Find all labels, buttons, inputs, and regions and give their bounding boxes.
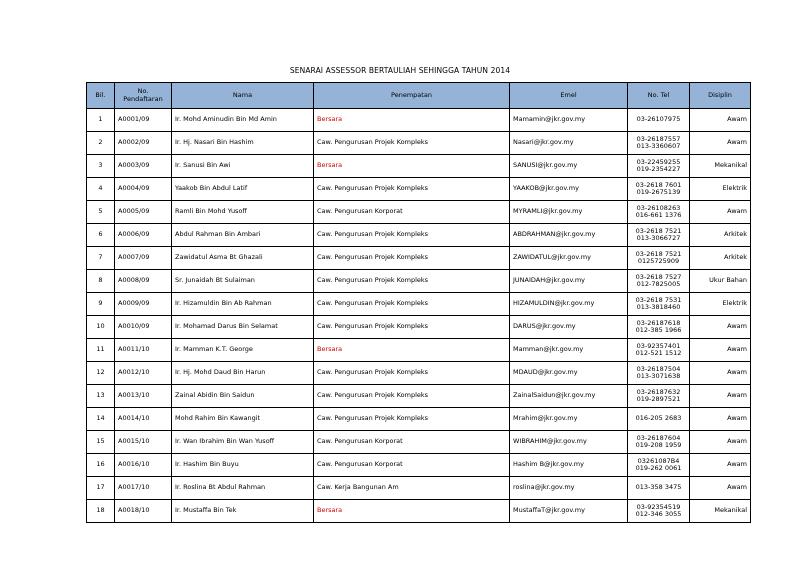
cell-nama: Ir. Mustaffa Bin Tek: [172, 500, 314, 523]
phone-number: 03-26187618: [636, 318, 681, 327]
cell-penempatan: Caw. Pengurusan Projek Kompleks: [314, 385, 510, 408]
cell-nama: Abdul Rahman Bin Ambari: [172, 224, 314, 247]
phone-number: 03-26107975: [636, 115, 681, 124]
phone-number: 012-521 1512: [635, 349, 682, 357]
cell-bil: 15: [87, 431, 115, 454]
phone-number: 019-262 0061: [635, 464, 682, 472]
phone-number: 013-3071638: [636, 372, 681, 380]
table-row: [87, 178, 751, 201]
cell-emel: Mamman@jkr.gov.my: [510, 339, 628, 362]
cell-disiplin: Arkitek: [690, 247, 751, 270]
cell-no-tel: [628, 362, 690, 385]
cell-disiplin: Awam: [690, 201, 751, 224]
phone-number: 03-22459255: [636, 157, 681, 166]
cell-bil: 6: [87, 224, 115, 247]
cell-nama: Ir. Mohamad Darus Bin Selamat: [172, 316, 314, 339]
phone-number: 012-346 3055: [635, 510, 682, 518]
cell-penempatan: Caw. Pengurusan Projek Kompleks: [314, 224, 510, 247]
phone-number: 019-208 1959: [635, 441, 682, 449]
cell-no-tel: [628, 454, 690, 477]
table-row: [87, 408, 751, 431]
cell-bil: 5: [87, 201, 115, 224]
cell-emel: HIZAMULDIN@jkr.gov.my: [510, 293, 628, 316]
cell-emel: WIBRAHIM@jkr.gov.my: [510, 431, 628, 454]
cell-emel: JUNAIDAH@jkr.gov.my: [510, 270, 628, 293]
cell-emel: SANUSI@jkr.gov.my: [510, 155, 628, 178]
cell-emel: Mamamin@jkr.gov.my: [510, 109, 628, 132]
cell-no-pendaftaran: A0003/09: [115, 155, 172, 178]
cell-penempatan: Caw. Pengurusan Korporat: [314, 201, 510, 224]
col-header-emel: Emel: [510, 83, 628, 109]
phone-number: 03-26187504: [636, 364, 681, 373]
cell-disiplin: Awam: [690, 431, 751, 454]
phone-number: 03-26187604: [636, 433, 681, 442]
cell-disiplin: Awam: [690, 477, 751, 500]
cell-penempatan: Caw. Pengurusan Projek Kompleks: [314, 408, 510, 431]
cell-penempatan: Caw. Kerja Bangunan Am: [314, 477, 510, 500]
assessor-table: [86, 82, 751, 523]
cell-disiplin: Awam: [690, 316, 751, 339]
cell-no-pendaftaran: A0005/09: [115, 201, 172, 224]
cell-no-tel: [628, 408, 690, 431]
cell-emel: MYRAMLI@jkr.gov.my: [510, 201, 628, 224]
phone-number: 013-358 3475: [635, 483, 682, 492]
cell-nama: Ir. Mamman K.T. George: [172, 339, 314, 362]
cell-nama: Ir. Wan Ibrahim Bin Wan Yusoff: [172, 431, 314, 454]
cell-nama: Yaakob Bin Abdul Latif: [172, 178, 314, 201]
cell-nama: Ir. Mohd Aminudin Bin Md Amin: [172, 109, 314, 132]
table-body: [87, 109, 751, 523]
cell-no-tel: [628, 109, 690, 132]
cell-no-tel: [628, 132, 690, 155]
cell-no-tel: [628, 201, 690, 224]
cell-penempatan: Caw. Pengurusan Projek Kompleks: [314, 293, 510, 316]
cell-no-tel: [628, 385, 690, 408]
cell-nama: Ir. Hj. Mohd Daud Bin Harun: [172, 362, 314, 385]
table-row: [87, 155, 751, 178]
cell-bil: 18: [87, 500, 115, 523]
table-row: [87, 339, 751, 362]
cell-nama: Ir. Sanusi Bin Awi: [172, 155, 314, 178]
table-row: [87, 293, 751, 316]
col-header-nama: Nama: [172, 83, 314, 109]
cell-bil: 4: [87, 178, 115, 201]
phone-number: 019-2675139: [636, 188, 681, 196]
table-row: [87, 224, 751, 247]
cell-disiplin: Ukur Bahan: [690, 270, 751, 293]
table-row: [87, 247, 751, 270]
cell-emel: ZainalSaidun@jkr.gov.my: [510, 385, 628, 408]
cell-bil: 10: [87, 316, 115, 339]
phone-number: 013-3818460: [636, 303, 681, 311]
cell-no-pendaftaran: A0004/09: [115, 178, 172, 201]
cell-no-pendaftaran: A0011/10: [115, 339, 172, 362]
cell-no-tel: [628, 178, 690, 201]
phone-number: 03-2618 7521: [635, 249, 682, 258]
cell-penempatan: Caw. Pengurusan Projek Kompleks: [314, 247, 510, 270]
cell-bil: 2: [87, 132, 115, 155]
table-row: [87, 500, 751, 523]
cell-disiplin: Elektrik: [690, 178, 751, 201]
cell-emel: MustaffaT@jkr.gov.my: [510, 500, 628, 523]
phone-number: 016-661 1376: [635, 211, 682, 219]
cell-disiplin: Awam: [690, 362, 751, 385]
table-row: [87, 454, 751, 477]
cell-penempatan: Caw. Pengurusan Projek Kompleks: [314, 132, 510, 155]
cell-no-pendaftaran: A0001/09: [115, 109, 172, 132]
cell-bil: 8: [87, 270, 115, 293]
table-row: [87, 109, 751, 132]
cell-penempatan: Bersara: [314, 109, 510, 132]
cell-bil: 12: [87, 362, 115, 385]
phone-number: 016-205 2683: [635, 414, 682, 423]
phone-number: 03-2618 7521: [635, 226, 682, 235]
cell-emel: Hashim B@jkr.gov.my: [510, 454, 628, 477]
phone-number: 019-2354227: [636, 165, 681, 173]
cell-no-pendaftaran: A0002/09: [115, 132, 172, 155]
cell-nama: Ir. Roslina Bt Abdul Rahman: [172, 477, 314, 500]
cell-bil: 14: [87, 408, 115, 431]
cell-no-pendaftaran: A0009/09: [115, 293, 172, 316]
cell-no-tel: [628, 316, 690, 339]
cell-bil: 11: [87, 339, 115, 362]
cell-emel: MDAUD@jkr.gov.my: [510, 362, 628, 385]
header-row: [87, 83, 751, 109]
cell-no-tel: [628, 477, 690, 500]
phone-number: 013-3066727: [636, 234, 681, 242]
cell-bil: 3: [87, 155, 115, 178]
col-header-no-tel: No. Tel: [628, 83, 690, 109]
cell-no-tel: [628, 339, 690, 362]
cell-emel: DARUS@jkr.gov.my: [510, 316, 628, 339]
cell-bil: 16: [87, 454, 115, 477]
table-row: [87, 201, 751, 224]
cell-bil: 17: [87, 477, 115, 500]
cell-nama: Ir. Hashim Bin Buyu: [172, 454, 314, 477]
cell-no-tel: [628, 293, 690, 316]
cell-emel: ABDRAHMAN@jkr.gov.my: [510, 224, 628, 247]
cell-bil: 1: [87, 109, 115, 132]
col-header-disiplin: Disiplin: [690, 83, 751, 109]
cell-penempatan: Caw. Pengurusan Projek Kompleks: [314, 316, 510, 339]
cell-no-pendaftaran: A0016/10: [115, 454, 172, 477]
table-row: [87, 477, 751, 500]
cell-penempatan: Caw. Pengurusan Projek Kompleks: [314, 362, 510, 385]
cell-emel: roslina@jkr.gov.my: [510, 477, 628, 500]
cell-emel: Nasari@jkr.gov.my: [510, 132, 628, 155]
cell-penempatan: Caw. Pengurusan Korporat: [314, 454, 510, 477]
phone-number: 03-92354519: [636, 502, 681, 511]
table-row: [87, 316, 751, 339]
cell-disiplin: Awam: [690, 339, 751, 362]
phone-number: 03261087B4: [637, 456, 680, 465]
cell-nama: Sr. Junaidah Bt Sulaiman: [172, 270, 314, 293]
cell-no-tel: [628, 155, 690, 178]
cell-nama: Ir. Hizamuldin Bin Ab Rahman: [172, 293, 314, 316]
cell-no-tel: [628, 247, 690, 270]
cell-disiplin: Awam: [690, 132, 751, 155]
cell-disiplin: Awam: [690, 385, 751, 408]
cell-no-pendaftaran: A0017/10: [115, 477, 172, 500]
cell-disiplin: Awam: [690, 454, 751, 477]
cell-penempatan: Caw. Pengurusan Projek Kompleks: [314, 270, 510, 293]
col-header-bil: Bil.: [87, 83, 115, 109]
cell-no-pendaftaran: A0013/10: [115, 385, 172, 408]
cell-emel: Mrahim@jkr.gov.my: [510, 408, 628, 431]
cell-no-pendaftaran: A0015/10: [115, 431, 172, 454]
cell-no-tel: [628, 270, 690, 293]
cell-bil: 13: [87, 385, 115, 408]
col-header-penempatan: Penempatan: [314, 83, 510, 109]
phone-number: 012-385 1966: [635, 326, 682, 334]
cell-disiplin: Mekanikal: [690, 155, 751, 178]
cell-disiplin: Arkitek: [690, 224, 751, 247]
cell-penempatan: Bersara: [314, 500, 510, 523]
col-header-no-pendaftaran: No. Pendaftaran: [115, 83, 172, 109]
cell-nama: Mohd Rahim Bin Kawangit: [172, 408, 314, 431]
phone-number: 03-26187632: [636, 387, 681, 396]
cell-penempatan: Bersara: [314, 155, 510, 178]
cell-penempatan: Bersara: [314, 339, 510, 362]
cell-bil: 9: [87, 293, 115, 316]
cell-bil: 7: [87, 247, 115, 270]
cell-emel: ZAWIDATUL@jkr.gov.my: [510, 247, 628, 270]
cell-no-tel: [628, 224, 690, 247]
phone-number: 03-26187557: [636, 134, 681, 143]
phone-number: 03-92357401: [636, 341, 681, 350]
cell-nama: Ir. Hj. Nasari Bin Hashim: [172, 132, 314, 155]
phone-number: 03-2618 7527: [635, 272, 682, 281]
table-row: [87, 362, 751, 385]
cell-disiplin: Mekanikal: [690, 500, 751, 523]
phone-number: 03-2618 7531: [635, 295, 682, 304]
cell-nama: Zainal Abidin Bin Saidun: [172, 385, 314, 408]
cell-no-pendaftaran: A0010/09: [115, 316, 172, 339]
cell-emel: YAAKOB@jkr.gov.my: [510, 178, 628, 201]
phone-number: 019-2897521: [636, 395, 681, 403]
table-row: [87, 270, 751, 293]
cell-no-tel: [628, 500, 690, 523]
cell-no-pendaftaran: A0006/09: [115, 224, 172, 247]
cell-no-pendaftaran: A0008/09: [115, 270, 172, 293]
phone-number: 013-3360607: [636, 142, 681, 150]
cell-no-pendaftaran: A0014/10: [115, 408, 172, 431]
cell-no-pendaftaran: A0018/10: [115, 500, 172, 523]
cell-disiplin: Awam: [690, 408, 751, 431]
phone-number: 03-26108263: [636, 203, 681, 212]
cell-nama: Ramli Bin Mohd Yusoff: [172, 201, 314, 224]
table-row: [87, 132, 751, 155]
cell-no-tel: [628, 431, 690, 454]
cell-penempatan: Caw. Pengurusan Korporat: [314, 431, 510, 454]
document-title: SENARAI ASSESSOR BERTAULIAH SEHINGGA TAHUN 2014: [289, 66, 511, 75]
table-row: [87, 431, 751, 454]
cell-penempatan: Caw. Pengurusan Projek Kompleks: [314, 178, 510, 201]
cell-disiplin: Awam: [690, 109, 751, 132]
table-row: [87, 385, 751, 408]
cell-no-pendaftaran: A0007/09: [115, 247, 172, 270]
phone-number: 012-7825005: [636, 280, 681, 288]
cell-nama: Zawidatul Asma Bt Ghazali: [172, 247, 314, 270]
phone-number: 0125725909: [637, 257, 680, 265]
phone-number: 03-2618 7601: [635, 180, 682, 189]
cell-disiplin: Elektrik: [690, 293, 751, 316]
cell-no-pendaftaran: A0012/10: [115, 362, 172, 385]
